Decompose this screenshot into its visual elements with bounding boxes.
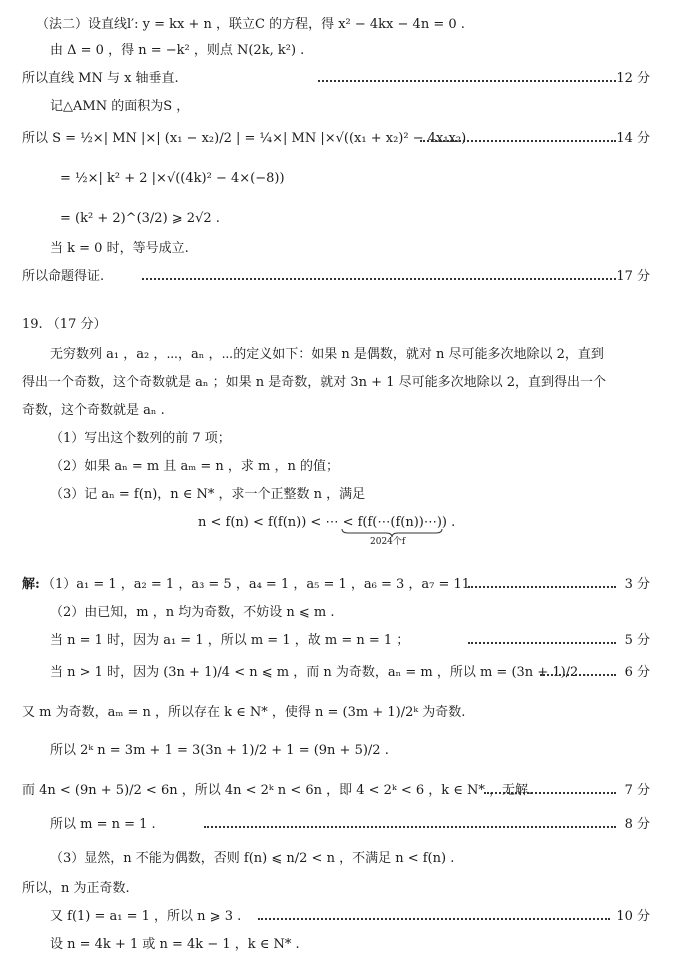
- score-leader: [142, 278, 616, 280]
- equality-line: 当 k = 0 时，等号成立.: [50, 241, 189, 256]
- problem-text: 奇数，这个奇数就是 aₙ .: [22, 403, 165, 418]
- score-mark: 12 分: [616, 71, 650, 86]
- sub-question-2: （2）如果 aₙ = m 且 aₘ = n ，求 m ，n 的值；: [50, 459, 340, 474]
- problem-title: 19. （17 分）: [22, 317, 107, 332]
- discriminant-line: 由 Δ = 0 ，得 n = −k² ，则点 N(2k, k²) .: [50, 43, 305, 58]
- solution-step: 所以 2ᵏ n = 3m + 1 = 3(3n + 1)/2 + 1 = (9n + 5)/2 .: [50, 743, 389, 758]
- problem-text: 无穷数列 a₁ ，a₂ ，⋯，aₙ ，⋯的定义如下：如果 n 是偶数，就对 n 尽可能多次地除以 2，直到: [50, 347, 604, 362]
- score-mark: 10 分: [616, 909, 650, 924]
- solution-step: 又 f(1) = a₁ = 1 ，所以 n ⩾ 3 .: [50, 909, 242, 924]
- score-leader: [318, 80, 616, 82]
- proof-done-line: 所以命题得证.: [22, 269, 105, 284]
- underbrace-label: 2024个f: [370, 537, 406, 547]
- solution-step: 所以，n 为正奇数.: [22, 881, 130, 896]
- score-mark: 8 分: [624, 817, 650, 832]
- score-leader: [468, 642, 616, 644]
- score-leader: [204, 826, 616, 828]
- solution-step: 又 m 为奇数，aₘ = n ，所以存在 k ∈ N* ，使得 n = (3m + 1)/2ᵏ 为奇数.: [22, 705, 466, 720]
- score-mark: 14 分: [616, 131, 650, 146]
- score-mark: 5 分: [624, 633, 650, 648]
- score-leader: [468, 586, 616, 588]
- perpendicular-line: 所以直线 MN 与 x 轴垂直.: [22, 71, 179, 86]
- solution-step: 当 n > 1 时，因为 (3n + 1)/4 < n ⩽ m ，而 n 为奇数，aₙ = m ，所以 m = (3n + 1)/2 .: [50, 665, 587, 680]
- solution-step: （3）显然，n 不能为偶数，否则 f(n) ⩽ n/2 < n ，不满足 n < f(n) .: [50, 851, 455, 866]
- score-mark: 6 分: [624, 665, 650, 680]
- underbrace-icon: [340, 528, 444, 538]
- area-note-line: 记△AMN 的面积为S ，: [50, 99, 190, 114]
- problem-text: 得出一个奇数，这个奇数就是 aₙ ；如果 n 是奇数，就对 3n + 1 尽可能多次地除以 2，直到得出一个: [22, 375, 607, 390]
- score-mark: 3 分: [624, 577, 650, 592]
- chain-formula: n < f(n) < f(f(n)) < ⋯ < f(f(⋯(f(n))⋯)) .: [198, 515, 456, 530]
- solution-step: （2）由已知，m ，n 均为奇数，不妨设 n ⩽ m .: [50, 605, 335, 620]
- solution-step: （1）a₁ = 1 ，a₂ = 1 ，a₃ = 5 ，a₄ = 1 ，a₅ = 1 ，a₆ = 3 ，a₇ = 11 .: [42, 577, 479, 592]
- score-mark: 7 分: [624, 783, 650, 798]
- solution-step: 设 n = 4k + 1 或 n = 4k − 1 ，k ∈ N* .: [50, 937, 300, 952]
- score-leader: [540, 674, 616, 676]
- score-leader: [258, 918, 610, 920]
- method-two-line: （法二）设直线l′: y = kx + n ，联立C 的方程，得 x² − 4kx − 4n = 0 .: [36, 17, 465, 32]
- solution-label: 解:: [22, 577, 40, 592]
- solution-step: 而 4n < (9n + 5)/2 < 6n ，所以 4n < 2ᵏ n < 6n ，即 4 < 2ᵏ < 6 ，k ∈ N* ，无解.: [22, 783, 533, 798]
- solution-step: 当 n = 1 时，因为 a₁ = 1 ，所以 m = 1 ，故 m = n = 1 ；: [50, 633, 410, 648]
- area-formula-line: 所以 S = ½×| MN |×| (x₁ − x₂)/2 | = ¼×| MN |×√((x₁ + x₂)² − 4x₁x₂): [22, 131, 467, 146]
- score-mark: 17 分: [616, 269, 650, 284]
- solution-step: 所以 m = n = 1 .: [50, 817, 156, 832]
- area-bound-line: = (k² + 2)^(3/2) ⩾ 2√2 .: [60, 211, 220, 226]
- sub-question-3: （3）记 aₙ = f(n)，n ∈ N* ，求一个正整数 n ，满足: [50, 487, 366, 502]
- area-eval-line: = ½×| k² + 2 |×√((4k)² − 4×(−8)): [60, 171, 285, 186]
- sub-question-1: （1）写出这个数列的前 7 项；: [50, 431, 231, 446]
- score-leader: [420, 140, 616, 142]
- score-leader: [484, 792, 616, 794]
